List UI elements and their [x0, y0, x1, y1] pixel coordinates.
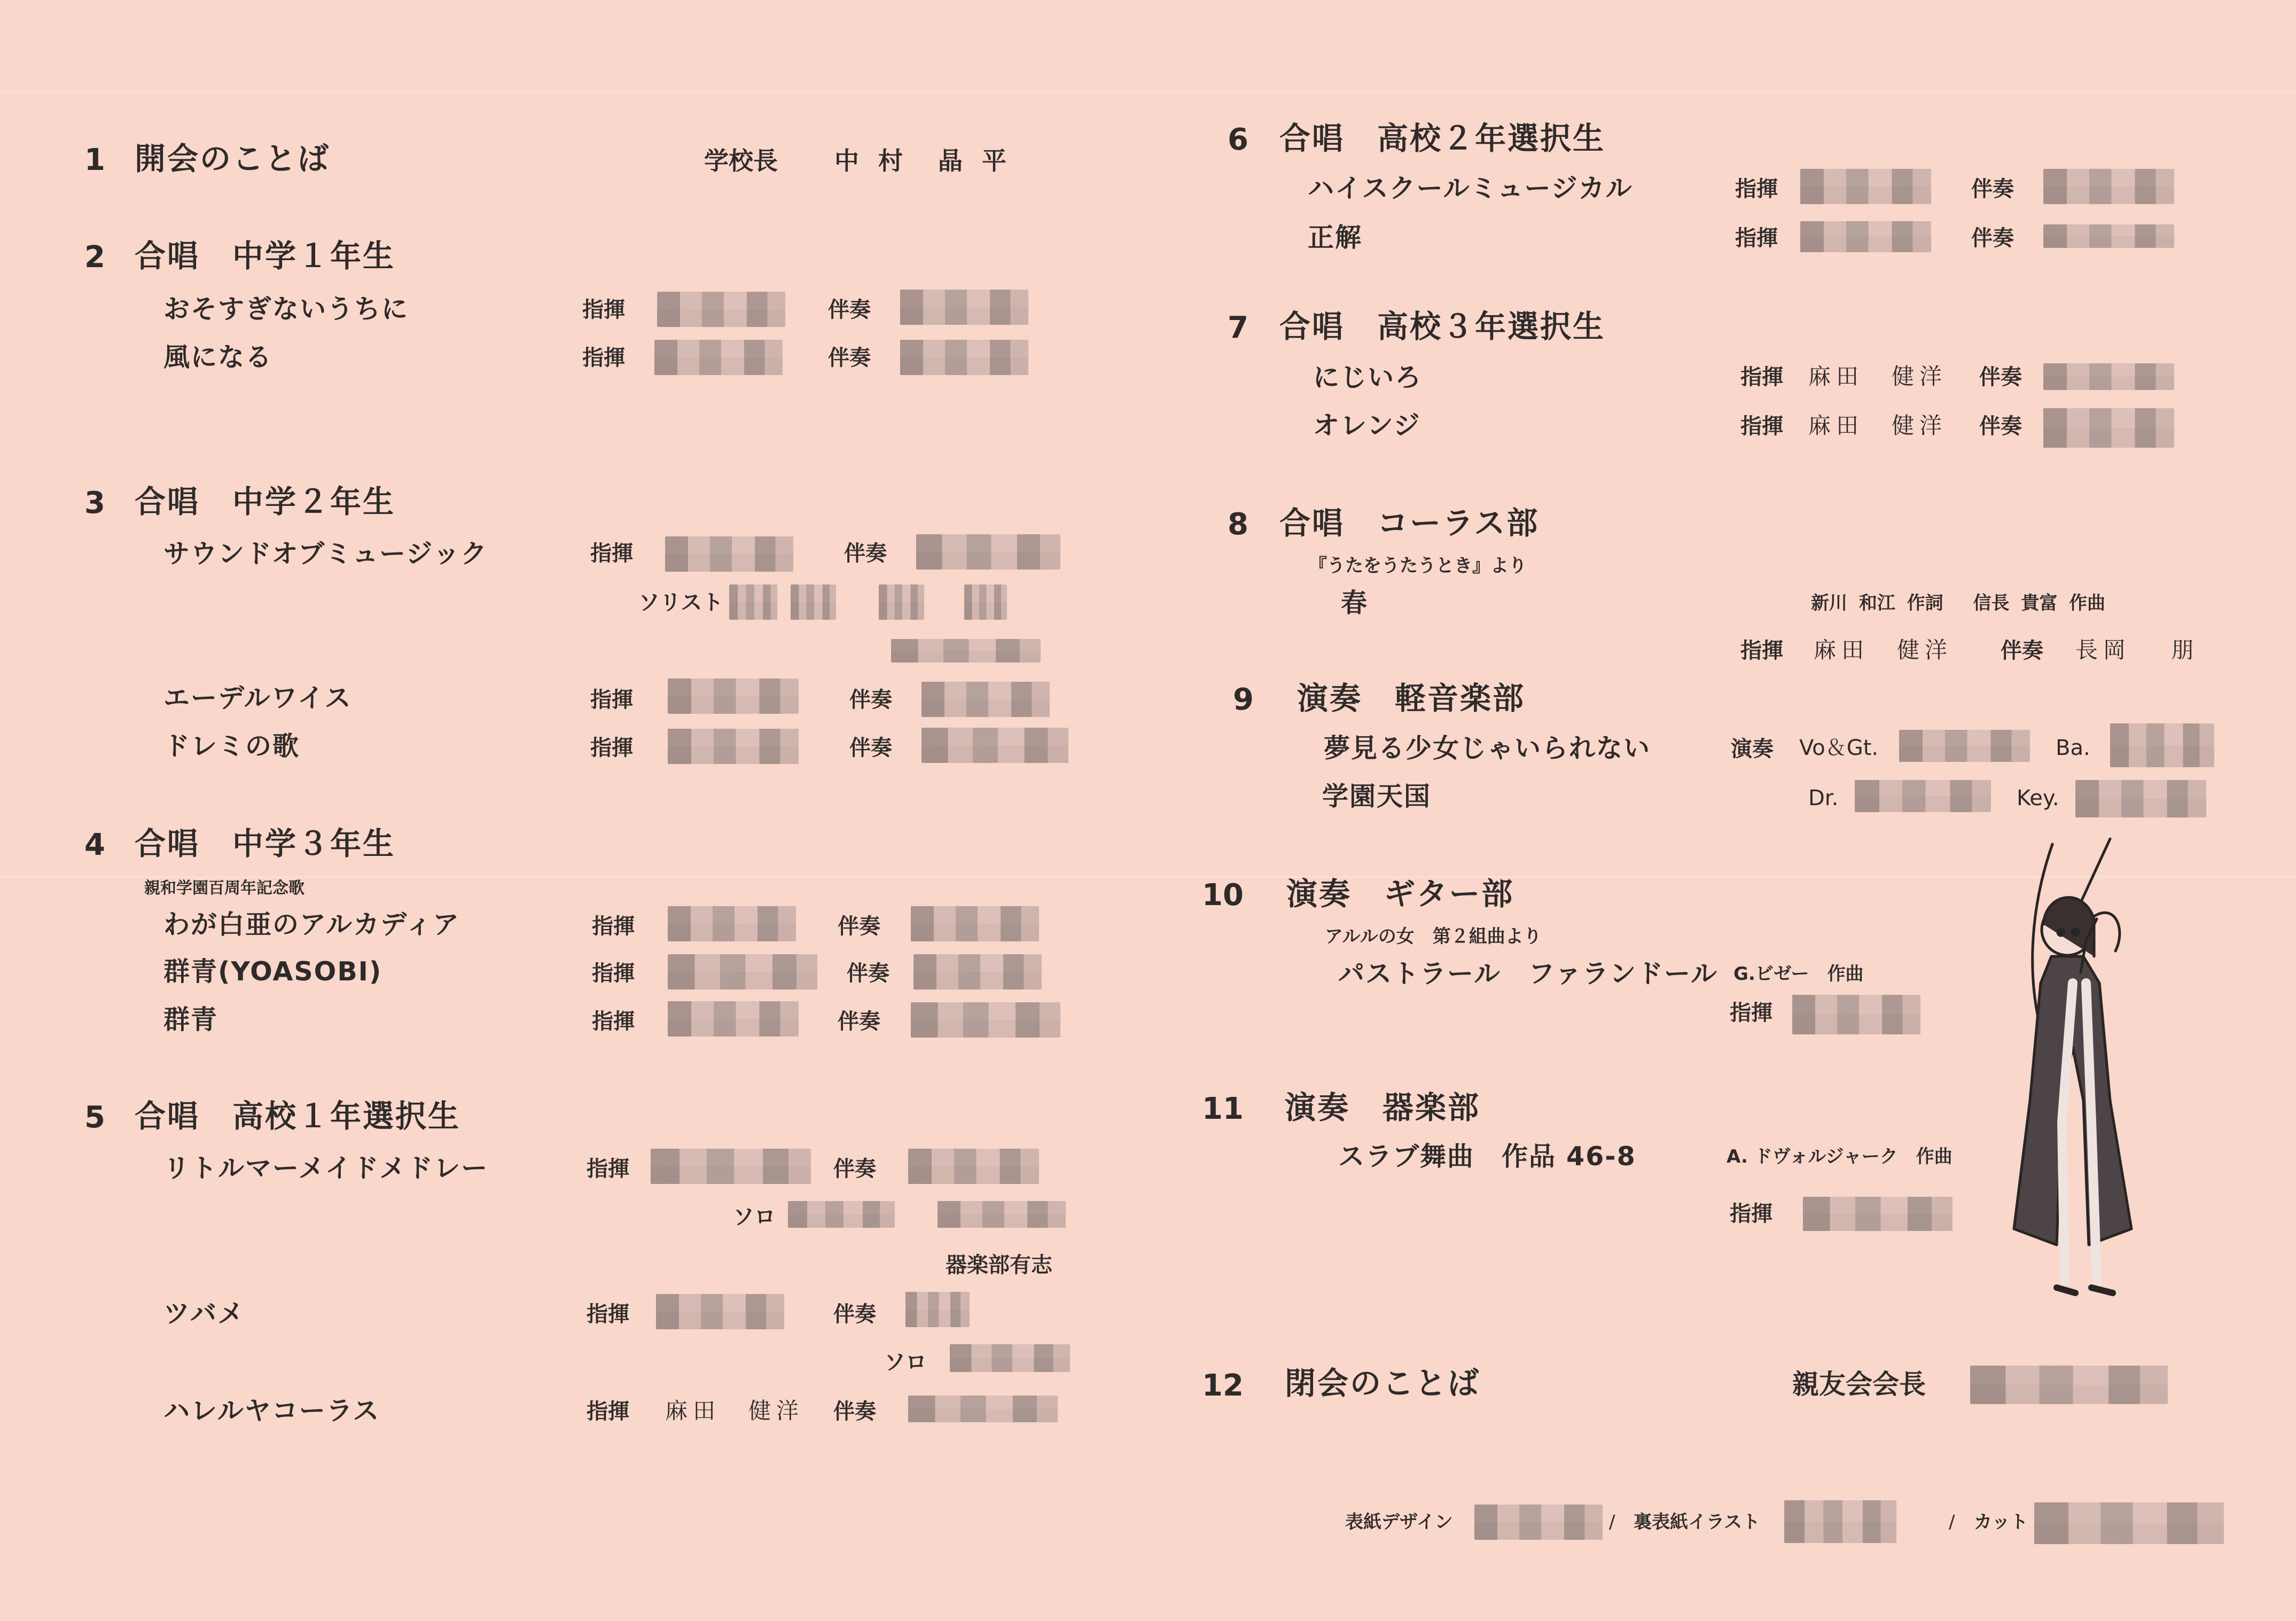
redacted-name [911, 1002, 1060, 1038]
song-title: スラブ舞曲 作品 46-8 [1338, 1141, 1636, 1172]
redacted-name [916, 534, 1060, 570]
redacted-name [668, 1001, 799, 1036]
section-title: 合唱 中学３年生 [135, 825, 396, 862]
redacted-name [657, 292, 785, 327]
song-title: ツバメ [163, 1298, 245, 1329]
section-title: 合唱 高校３年選択生 [1279, 308, 1606, 345]
item-number: 3 [84, 486, 105, 520]
conductor-label: 指揮 [1735, 177, 1778, 201]
solo-label: ソロ [884, 1350, 927, 1375]
principal-name: 中 村 晶 平 [834, 146, 1012, 175]
section-title: 演奏 器楽部 [1285, 1089, 1481, 1126]
redacted-name [911, 906, 1039, 941]
redacted-name [908, 1149, 1039, 1184]
accompanist-label: 伴奏 [849, 736, 892, 760]
song-title: エーデルワイス [163, 683, 352, 713]
redacted-name [788, 1201, 895, 1228]
section-title: 閉会のことば [1285, 1365, 1481, 1401]
solo-label: ソロ [733, 1205, 776, 1229]
song-title: にじいろ [1313, 362, 1423, 393]
redacted-name [1970, 1366, 2168, 1404]
conductor-illustration [1993, 823, 2153, 1320]
separator: / [1609, 1511, 1615, 1533]
accompanist-label: 伴奏 [838, 914, 880, 939]
item-number: 8 [1228, 507, 1248, 542]
redacted-name [1800, 221, 1931, 252]
back-cover-label: 裏表紙イラスト [1634, 1511, 1760, 1533]
song-title: ドレミの歌 [163, 731, 300, 761]
composer: G.ビゼー 作曲 [1733, 963, 1864, 985]
conductor-label: 指揮 [1735, 226, 1778, 251]
redacted-name [791, 585, 836, 620]
conductor-label: 指揮 [582, 346, 625, 370]
redacted-name [905, 1292, 970, 1327]
section-title: 合唱 高校１年選択生 [135, 1098, 461, 1134]
conductor-label: 指揮 [1740, 365, 1783, 389]
conductor-label: 指揮 [1730, 1001, 1772, 1025]
conductor-label: 指揮 [1740, 638, 1783, 663]
accompanist-label: 伴奏 [1979, 365, 2022, 389]
redacted-name [921, 682, 1050, 717]
source-note: アルルの女 第２組曲より [1325, 926, 1542, 947]
accompanist-label: 伴奏 [828, 346, 871, 370]
accompanist-label: 伴奏 [833, 1399, 876, 1424]
section-title: 開会のことば [135, 141, 331, 177]
redacted-name [900, 340, 1028, 375]
song-title: 学園天国 [1322, 781, 1432, 812]
separator: / [1949, 1511, 1955, 1533]
source-note: 『うたをうたうとき』より [1309, 555, 1527, 576]
accompanist-label: 伴奏 [1971, 226, 2014, 251]
conductor-label: 指揮 [590, 736, 633, 760]
redacted-name [908, 1396, 1058, 1422]
song-title: サウンドオブミュージック [163, 539, 488, 569]
chairman-role: 親友会会長 [1792, 1369, 1926, 1400]
section-title: 合唱 高校２年選択生 [1279, 120, 1606, 157]
redacted-name [2043, 169, 2174, 204]
keyboard-label: Key. [2017, 786, 2059, 810]
redacted-name [2075, 780, 2206, 817]
conductor-name: 麻田 健洋 [665, 1398, 805, 1424]
performance-label: 演奏 [1731, 737, 1774, 761]
song-title: 春 [1341, 588, 1369, 618]
cover-design-label: 表紙デザイン [1345, 1511, 1453, 1533]
song-title: 群青 [163, 1004, 218, 1035]
redacted-name [668, 906, 796, 941]
redacted-name [1899, 730, 2030, 762]
credits: 新川 和江 作詞 信長 貴富 作曲 [1811, 593, 2106, 614]
section-title: 合唱 中学２年生 [135, 484, 396, 520]
song-title: ハイスクールミュージカル [1308, 173, 1633, 204]
redacted-name [651, 1149, 811, 1184]
conductor-label: 指揮 [592, 914, 635, 939]
song-title: リトルマーメイドメドレー [163, 1153, 489, 1183]
item-number: 4 [84, 828, 105, 862]
song-title: 正解 [1308, 222, 1363, 253]
redacted-name [891, 639, 1041, 663]
section-title: 演奏 ギター部 [1286, 876, 1514, 912]
accompanist-label: 伴奏 [828, 298, 871, 322]
song-title: 風になる [163, 342, 273, 372]
redacted-name [938, 1201, 1066, 1228]
section-title: 合唱 中学１年生 [135, 238, 396, 274]
song-title: おそすぎないうちに [163, 294, 409, 324]
composer: A. ドヴォルジャーク 作曲 [1727, 1146, 1953, 1167]
item-number: 7 [1228, 310, 1248, 345]
accompanist-label: 伴奏 [833, 1302, 876, 1327]
bass-label: Ba. [2056, 736, 2090, 760]
song-title: 夢見る少女じゃいられない [1324, 733, 1651, 763]
accompanist-label: 伴奏 [2001, 638, 2043, 663]
conductor-label: 指揮 [592, 961, 635, 986]
redacted-name [1784, 1500, 1896, 1543]
conductor-label: 指揮 [587, 1302, 629, 1327]
principal-role: 学校長 [704, 146, 778, 175]
conductor-label: 指揮 [590, 541, 633, 566]
redacted-name [2043, 363, 2174, 390]
redacted-name [2110, 723, 2214, 767]
song-title: オレンジ [1313, 410, 1421, 441]
item-number: 5 [84, 1100, 105, 1135]
redacted-name [2043, 224, 2174, 248]
redacted-name [964, 585, 1007, 620]
section-title: 合唱 コーラス部 [1279, 505, 1540, 541]
section-title: 演奏 軽音楽部 [1297, 680, 1526, 716]
song-title: パストラール ファランドール [1338, 958, 1719, 989]
accompanist-label: 伴奏 [849, 688, 892, 712]
conductor-label: 指揮 [590, 688, 633, 712]
redacted-name [879, 585, 924, 620]
accompanist-label: 伴奏 [838, 1009, 880, 1034]
redacted-name [1474, 1505, 1603, 1540]
redacted-name [729, 585, 777, 620]
conductor-label: 指揮 [582, 298, 625, 322]
conductor-label: 指揮 [587, 1399, 629, 1424]
redacted-name [654, 340, 783, 375]
cut-label: カット [1974, 1511, 2028, 1533]
redacted-name [656, 1294, 784, 1329]
item-number: 10 [1202, 878, 1244, 913]
conductor-label: 指揮 [1730, 1202, 1772, 1226]
song-title: わが白亜のアルカディア [163, 909, 460, 940]
redacted-name [2043, 408, 2174, 448]
redacted-name [665, 536, 793, 572]
accompanist-name: 長岡 朋 [2075, 637, 2199, 663]
conductor-name: 麻田 健洋 [1814, 637, 1953, 663]
conductor-name: 麻田 健洋 [1808, 363, 1948, 389]
conductor-label: 指揮 [587, 1157, 629, 1181]
item-number: 6 [1228, 122, 1248, 157]
redacted-name [1855, 780, 1991, 812]
song-title: ハレルヤコーラス [163, 1396, 380, 1426]
redacted-name [913, 954, 1042, 989]
volunteer-note: 器楽部有志 [946, 1253, 1052, 1277]
accompanist-label: 伴奏 [847, 961, 889, 986]
anniversary-note: 親和学園百周年記念歌 [144, 879, 304, 898]
redacted-name [921, 728, 1068, 763]
item-number: 11 [1202, 1092, 1244, 1126]
redacted-name [668, 679, 799, 714]
vocal-guitar-label: Vo＆Gt. [1799, 736, 1879, 760]
accompanist-label: 伴奏 [1971, 177, 2014, 201]
item-number: 12 [1202, 1368, 1244, 1403]
item-number: 2 [84, 240, 105, 275]
item-number: 9 [1233, 682, 1254, 717]
soloist-label: ソリスト [638, 590, 724, 615]
redacted-name [668, 954, 817, 989]
redacted-name [1800, 169, 1931, 204]
conductor-label: 指揮 [1740, 414, 1783, 439]
accompanist-label: 伴奏 [833, 1157, 876, 1181]
conductor-name: 麻田 健洋 [1808, 412, 1948, 439]
accompanist-label: 伴奏 [844, 541, 887, 566]
item-number: 1 [84, 143, 105, 177]
song-title: 群青(YOASOBI) [163, 956, 382, 987]
redacted-name [1792, 995, 1920, 1034]
redacted-name [2034, 1502, 2224, 1544]
redacted-name [1803, 1197, 1953, 1231]
accompanist-label: 伴奏 [1979, 414, 2022, 439]
conductor-label: 指揮 [592, 1009, 635, 1034]
redacted-name [950, 1344, 1070, 1372]
drums-label: Dr. [1808, 786, 1839, 810]
redacted-name [668, 729, 799, 764]
redacted-name [900, 290, 1028, 325]
